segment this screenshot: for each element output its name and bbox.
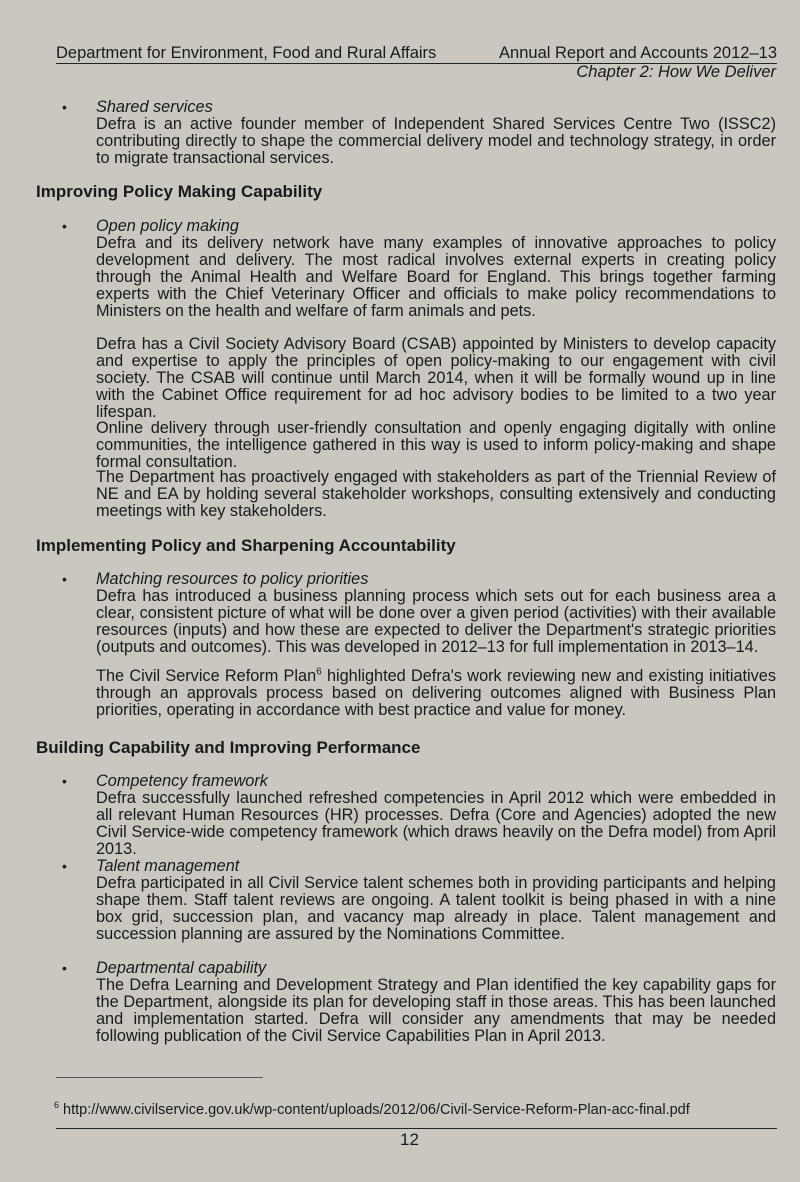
paragraph: Defra has a Civil Society Advisory Board (CSAB) appointed by Ministers to develop capacity and expertise to apply the principles of open policy-making to our engagement with civil society. The CSAB will continue until March 2014, when it will be formally wound up in line with the Cabinet Office requirement for ad hoc advisory bodies to be limited to a two year lifespan. xyxy=(96,335,776,421)
section-heading: Improving Policy Making Capability xyxy=(36,182,323,201)
paragraph-end: highlighted Defra's work reviewing new and existing initiatives through an approvals process based on delivering outcomes aligned with Business Plan priorities, operating in accordance with best practice and value for money. xyxy=(96,667,776,719)
footnote-separator xyxy=(56,1077,263,1078)
bullet-marker: • xyxy=(62,773,67,789)
footnote-number: 6 xyxy=(54,1100,60,1111)
bullet-text: Defra participated in all Civil Service talent schemes both in providing participants and helping shape them. Staff talent reviews are ongoing. A talent toolkit is being phased in with a nine box grid, succession plan, and vacancy map already in place. Talent management and succession planning are assured by the Nominations Committee. xyxy=(96,874,776,943)
section-heading: Implementing Policy and Sharpening Accountability xyxy=(36,536,456,555)
competency-item xyxy=(96,773,776,858)
matching-resources-item xyxy=(96,571,776,656)
bullet-text: Defra successfully launched refreshed competencies in April 2012 which were embedded in all relevant Human Resources (HR) processes. Defra (Core and Agencies) adopted the new Civil Service-wide competency framework (which draws heavily on the Defra model) from April 2013. xyxy=(96,789,776,858)
departmental-capability-item xyxy=(96,960,776,1045)
department-name: Department for Environment, Food and Rural Affairs xyxy=(56,44,437,62)
running-header xyxy=(56,44,777,64)
chapter-title: Chapter 2: How We Deliver xyxy=(576,63,776,81)
report-title: Annual Report and Accounts 2012–13 xyxy=(499,44,777,62)
bullet-marker: • xyxy=(62,858,67,874)
section-heading: Building Capability and Improving Performance xyxy=(36,738,421,757)
bullet-text: The Defra Learning and Development Strategy and Plan identified the key capability gaps for the Department, alongside its plan for developing staff in those areas. This has been launched and implementation started. Defra will consider any amendments that may be needed following publication of the Civil Service Capabilities Plan in April 2013. xyxy=(96,976,776,1045)
footer-rule xyxy=(56,1128,777,1129)
paragraph-start: The Civil Service Reform Plan xyxy=(96,667,317,685)
footnote xyxy=(54,1102,690,1119)
paragraph-block xyxy=(96,420,776,471)
paragraph-block xyxy=(96,336,776,421)
paragraph xyxy=(96,668,776,719)
shared-services-item xyxy=(96,99,776,167)
paragraph: Online delivery through user-friendly consultation and openly engaging digitally with online communities, the intelligence gathered in this way is used to inform policy-making and shape formal consultation. xyxy=(96,419,776,471)
paragraph: Defra has introduced a business planning process which sets out for each business area a clear, consistent picture of what will be done over a given period (activities) with their available resources (inputs) and how these are expected to deliver the Department's strategic priorities (outputs and outcomes). This was developed in 2012–13 for full implementation in 2013–14. xyxy=(96,587,776,656)
bullet-title: Shared services xyxy=(96,98,213,116)
paragraph-block xyxy=(96,469,776,520)
bullet-marker: • xyxy=(62,960,67,976)
paragraph: Defra and its delivery network have many examples of innovative approaches to policy development and delivery. The most radical involves external experts in creating policy through the Animal Health and Welfare Board for England. This brings together farming experts with the Chief Veterinary Officer and officials to make policy recommendations to Ministers on the health and welfare of farm animals and pets. xyxy=(96,234,776,320)
footnote-ref: 6 xyxy=(316,666,322,678)
bullet-title: Departmental capability xyxy=(96,959,267,977)
bullet-title: Matching resources to policy priorities xyxy=(96,570,369,588)
bullet-title: Competency framework xyxy=(96,772,268,790)
paragraph-block xyxy=(96,668,776,719)
talent-item xyxy=(96,858,776,943)
bullet-title: Talent management xyxy=(96,857,240,875)
bullet-title: Open policy making xyxy=(96,217,239,235)
bullet-marker: • xyxy=(62,99,67,115)
bullet-marker: • xyxy=(62,571,67,587)
footnote-link[interactable]: http://www.civilservice.gov.uk/wp-content/uploads/2012/06/Civil-Service-Reform-Plan-acc-final.pdf xyxy=(63,1102,690,1118)
page-number: 12 xyxy=(400,1130,419,1149)
bullet-marker: • xyxy=(62,218,67,234)
open-policy-item xyxy=(96,218,776,320)
paragraph: The Department has proactively engaged with stakeholders as part of the Triennial Review of NE and EA by holding several stakeholder workshops, consulting extensively and conducting meetings with key stakeholders. xyxy=(96,468,776,520)
bullet-text: Defra is an active founder member of Independent Shared Services Centre Two (ISSC2) contributing directly to shape the commercial delivery model and technology strategy, in order to migrate transactional services. xyxy=(96,115,776,167)
